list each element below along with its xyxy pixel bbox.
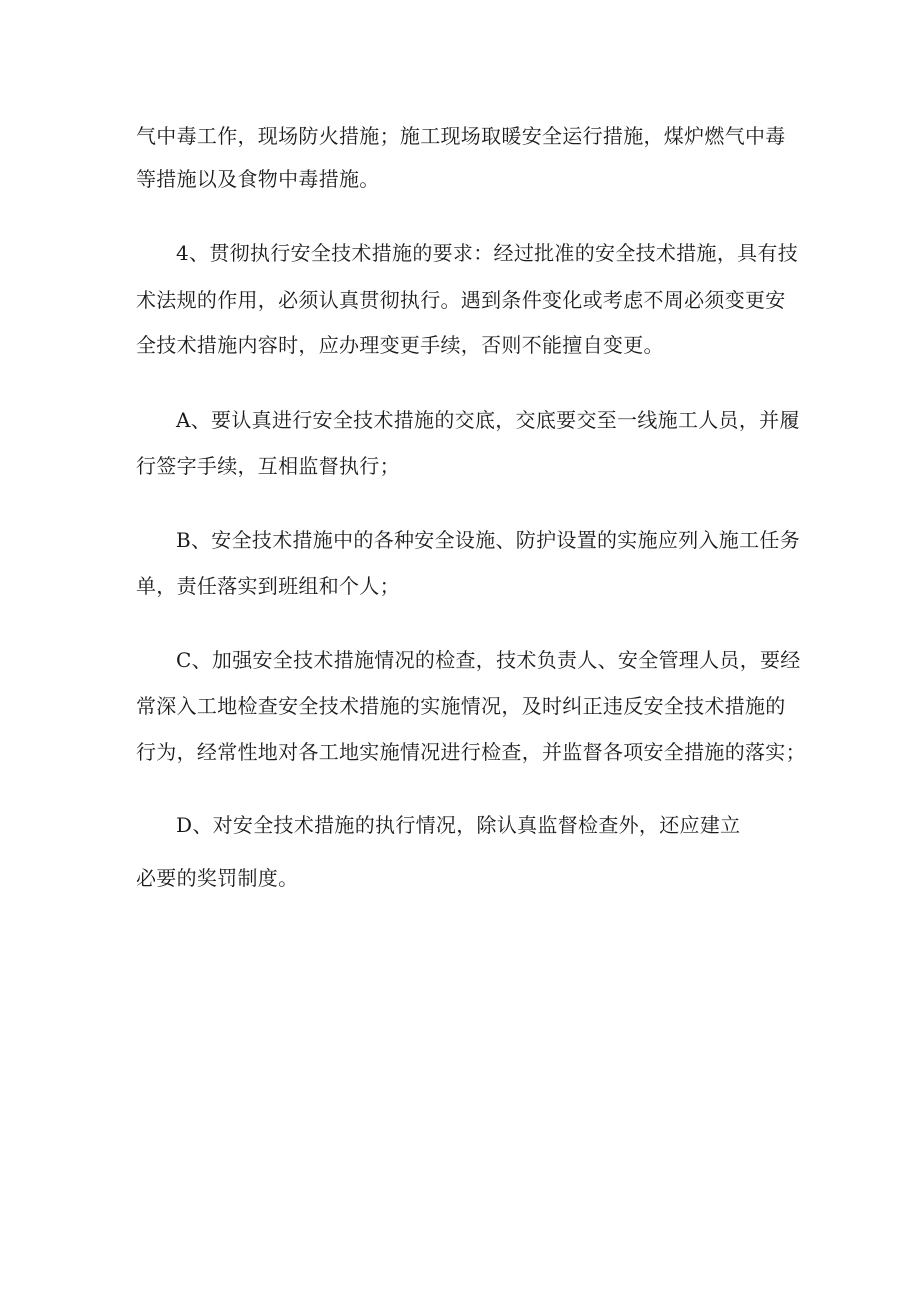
paragraph-2-line-3: 全技术措施内容时，应办理变更手续，否则不能擅自变更。 bbox=[136, 333, 664, 357]
paragraph-3-line-2: 行签字手续，互相监督执行； bbox=[136, 454, 400, 478]
paragraph-2-line-1: 4、贯彻执行安全技术措施的要求：经过批准的安全技术措施，具有技 bbox=[176, 241, 799, 265]
paragraph-4-line-2: 单，责任落实到班组和个人； bbox=[136, 574, 400, 598]
paragraph-2-line-2: 术法规的作用，必须认真贯彻执行。遇到条件变化或考虑不周必须变更安 bbox=[136, 288, 786, 312]
paragraph-5-line-1: C、加强安全技术措施情况的检查，技术负责人、安全管理人员，要经 bbox=[176, 648, 801, 672]
paragraph-6-line-2: 必要的奖罚制度。 bbox=[136, 866, 299, 890]
paragraph-1-line-1: 气中毒工作，现场防火措施；施工现场取暖安全运行措施，煤炉燃气中毒 bbox=[136, 124, 786, 148]
paragraph-1-line-2: 等措施以及食物中毒措施。 bbox=[136, 167, 380, 191]
paragraph-5-line-2: 常深入工地检查安全技术措施的实施情况，及时纠正违反安全技术措施的 bbox=[136, 694, 786, 718]
paragraph-3-line-1: A、要认真进行安全技术措施的交底，交底要交至一线施工人员，并履 bbox=[176, 408, 800, 432]
paragraph-5-line-3: 行为，经常性地对各工地实施情况进行检查，并监督各项安全措施的落实； bbox=[136, 740, 806, 764]
paragraph-4-line-1: B、安全技术措施中的各种安全设施、防护设置的实施应列入施工任务 bbox=[176, 528, 800, 552]
paragraph-6-line-1: D、对安全技术措施的执行情况，除认真监督检查外，还应建立 bbox=[176, 813, 741, 837]
